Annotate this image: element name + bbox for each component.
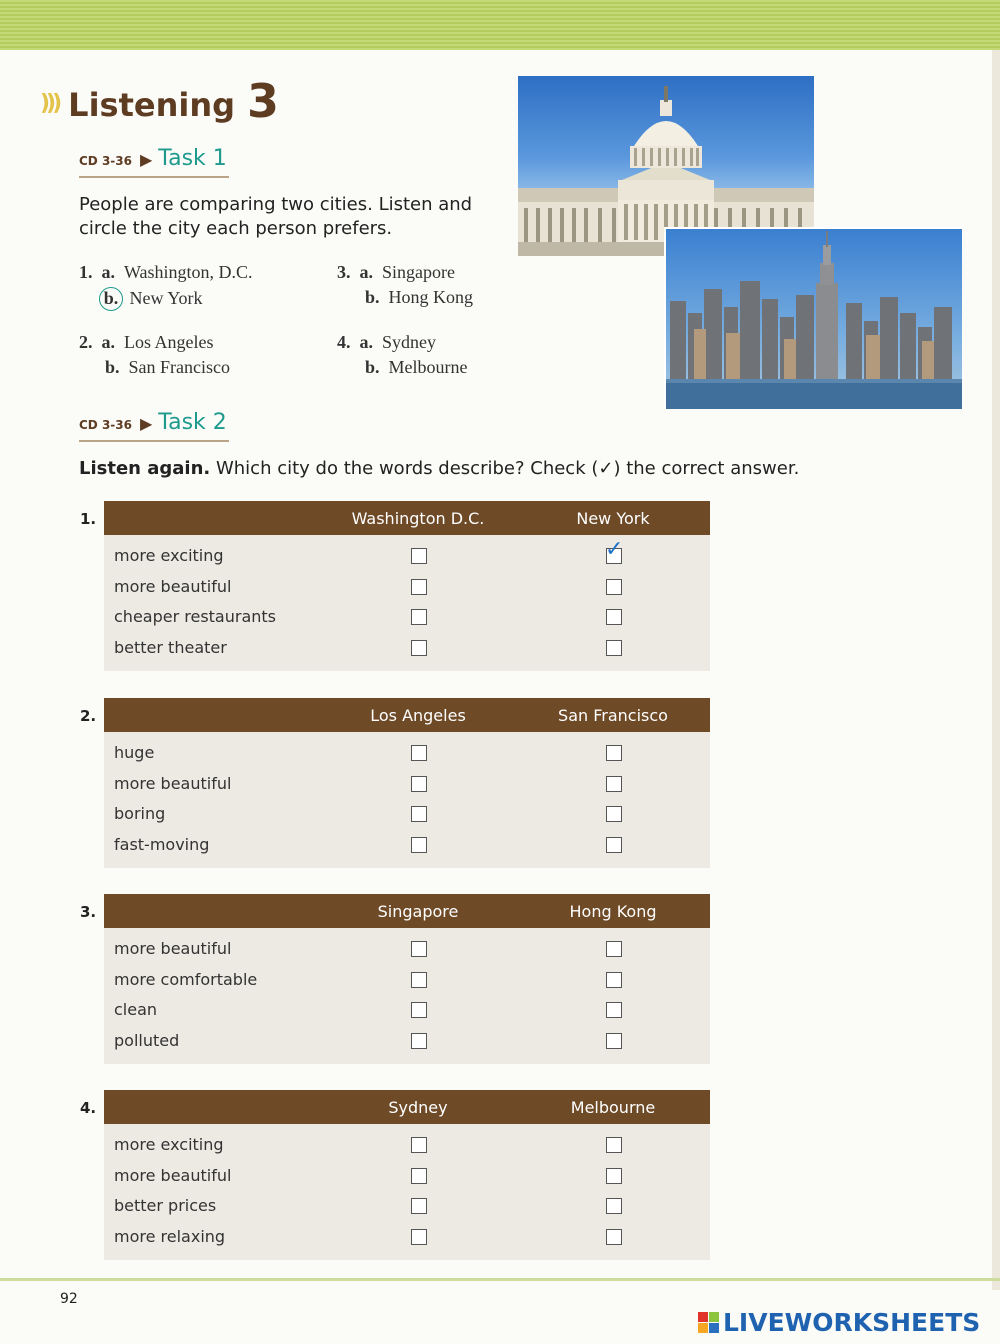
table-number: 2. xyxy=(80,707,97,725)
task1-title: Task 1 xyxy=(158,146,227,171)
answer-checkbox[interactable] xyxy=(606,1229,622,1245)
answer-checkbox[interactable] xyxy=(606,640,622,656)
row-label: cheaper restaurants xyxy=(114,607,277,627)
table-number: 1. xyxy=(80,510,97,528)
item-number: 1. xyxy=(79,262,93,282)
answer-checkbox[interactable] xyxy=(411,745,427,761)
answer-checkbox[interactable] xyxy=(606,609,622,625)
answer-checkbox[interactable] xyxy=(411,972,427,988)
option-text[interactable]: Singapore xyxy=(382,262,455,282)
section-title: Listening xyxy=(68,86,236,124)
option-text[interactable]: Melbourne xyxy=(388,357,468,377)
option-letter: b. xyxy=(365,357,380,377)
answer-checkbox[interactable] xyxy=(606,941,622,957)
section-heading xyxy=(40,74,280,128)
answer-checkbox[interactable] xyxy=(411,1033,427,1049)
table-row xyxy=(104,738,710,769)
task2-instruction xyxy=(79,458,799,479)
item-number: 4. xyxy=(337,332,351,352)
option-text[interactable]: Hong Kong xyxy=(388,287,474,307)
table-row xyxy=(104,1161,710,1192)
city-column-1: Washington D.C. xyxy=(351,509,485,528)
row-label: better theater xyxy=(114,637,227,657)
row-label: boring xyxy=(114,804,166,824)
option-letter: a. xyxy=(359,332,373,352)
table-header xyxy=(104,894,710,928)
footer-rule xyxy=(0,1278,1000,1281)
task2-underline xyxy=(79,440,229,442)
option-letter: a. xyxy=(101,262,115,282)
answer-checkbox[interactable] xyxy=(606,745,622,761)
row-label: polluted xyxy=(114,1030,180,1050)
audio-waves-icon: ))) xyxy=(40,91,59,116)
answer-checkbox[interactable] xyxy=(605,537,624,564)
option-letter: b. xyxy=(365,287,380,307)
city-column-1: Singapore xyxy=(377,902,459,921)
instruction-rest: Which city do the words describe? Check (✓) the correct answer. xyxy=(210,458,800,479)
table-row xyxy=(104,1130,710,1161)
row-label: better prices xyxy=(114,1196,217,1216)
item-number: 3. xyxy=(337,262,351,282)
item-number: 2. xyxy=(79,332,93,352)
page-edge xyxy=(992,50,1000,1290)
answer-checkbox[interactable] xyxy=(411,1168,427,1184)
row-label: more beautiful xyxy=(114,576,232,596)
task1-item-4 xyxy=(337,332,468,378)
liveworksheets-brand xyxy=(698,1308,980,1337)
answer-checkbox[interactable] xyxy=(411,837,427,853)
task2-title: Task 2 xyxy=(158,410,227,435)
row-label: more relaxing xyxy=(114,1226,226,1246)
answer-checkbox[interactable] xyxy=(606,806,622,822)
row-label: more exciting xyxy=(114,546,224,565)
cd-label: CD 3-36 xyxy=(79,154,132,168)
row-label: more comfortable xyxy=(114,969,258,989)
task1-item-1 xyxy=(79,262,253,311)
option-text[interactable]: Sydney xyxy=(382,332,436,352)
answer-checkbox[interactable] xyxy=(606,1033,622,1049)
comparison-table xyxy=(104,501,710,671)
answer-checkbox[interactable] xyxy=(411,609,427,625)
instruction-bold: Listen again. xyxy=(79,458,211,479)
table-row xyxy=(104,572,710,603)
table-header xyxy=(104,501,710,535)
comparison-table xyxy=(104,1090,710,1260)
city-column-2: Hong Kong xyxy=(569,902,657,921)
answer-checkbox[interactable] xyxy=(411,941,427,957)
play-arrow-icon: ▶ xyxy=(139,150,153,169)
option-text[interactable]: New York xyxy=(129,288,203,308)
table-row xyxy=(104,537,710,572)
circled-option-letter[interactable]: b. xyxy=(99,287,123,311)
answer-checkbox[interactable] xyxy=(606,1137,622,1153)
answer-checkbox[interactable] xyxy=(411,1137,427,1153)
table-row xyxy=(104,1222,710,1253)
comparison-table xyxy=(104,698,710,868)
answer-checkbox[interactable] xyxy=(606,972,622,988)
answer-checkbox[interactable] xyxy=(411,1198,427,1214)
table-row xyxy=(104,995,710,1026)
city-column-1: Los Angeles xyxy=(370,706,466,725)
table-row xyxy=(104,934,710,965)
table-row xyxy=(104,799,710,830)
answer-checkbox[interactable] xyxy=(606,776,622,792)
cd-label: CD 3-36 xyxy=(79,418,132,432)
comparison-table xyxy=(104,894,710,1064)
brand-text: LIVEWORKSHEETS xyxy=(723,1308,981,1337)
answer-checkbox[interactable] xyxy=(606,579,622,595)
row-label: more beautiful xyxy=(114,773,232,793)
answer-checkbox[interactable] xyxy=(411,1002,427,1018)
option-letter: a. xyxy=(101,332,115,352)
row-label: more beautiful xyxy=(114,939,232,958)
row-label: more beautiful xyxy=(114,1165,232,1185)
answer-checkbox[interactable] xyxy=(606,1168,622,1184)
task1-item-2 xyxy=(79,332,230,378)
answer-checkbox[interactable] xyxy=(411,1229,427,1245)
row-label: fast-moving xyxy=(114,834,210,854)
answer-checkbox[interactable] xyxy=(606,837,622,853)
table-number: 4. xyxy=(80,1099,97,1117)
task2-heading xyxy=(79,410,227,435)
city-column-2: New York xyxy=(576,509,650,528)
liveworksheets-logo-icon xyxy=(698,1312,719,1333)
answer-checkbox[interactable] xyxy=(411,806,427,822)
answer-checkbox[interactable] xyxy=(411,548,427,564)
answer-checkbox[interactable] xyxy=(411,579,427,595)
option-letter: a. xyxy=(359,262,373,282)
top-color-band xyxy=(0,0,1000,50)
city-column-2: Melbourne xyxy=(570,1098,656,1117)
task1-underline xyxy=(79,176,229,178)
row-label: clean xyxy=(114,1000,158,1020)
option-text[interactable]: San Francisco xyxy=(128,357,230,377)
table-header xyxy=(104,698,710,732)
page-number: 92 xyxy=(60,1291,78,1307)
answer-checkbox[interactable] xyxy=(606,1198,622,1214)
table-row xyxy=(104,633,710,664)
answer-checkbox[interactable] xyxy=(411,776,427,792)
table-row xyxy=(104,965,710,996)
answer-checkbox[interactable] xyxy=(606,1002,622,1018)
row-label: huge xyxy=(114,743,155,762)
checkmark-icon: ✓ xyxy=(605,537,624,562)
table-row xyxy=(104,830,710,861)
table-row xyxy=(104,769,710,800)
city-column-2: San Francisco xyxy=(558,706,668,725)
city-column-1: Sydney xyxy=(388,1098,448,1117)
option-letter: b. xyxy=(105,357,120,377)
table-row xyxy=(104,1026,710,1057)
task1-heading xyxy=(79,146,227,171)
section-number: 3 xyxy=(247,74,280,128)
task1-item-3 xyxy=(337,262,473,308)
table-row xyxy=(104,1191,710,1222)
play-arrow-icon: ▶ xyxy=(139,414,153,433)
new-york-skyline-photo xyxy=(664,227,962,409)
option-text[interactable]: Los Angeles xyxy=(124,332,214,352)
answer-checkbox[interactable] xyxy=(411,640,427,656)
table-header xyxy=(104,1090,710,1124)
task1-instruction: People are comparing two cities. Listen and circle the city each person prefers. xyxy=(79,194,473,239)
option-text[interactable]: Washington, D.C. xyxy=(124,262,253,282)
table-number: 3. xyxy=(80,903,97,921)
table-row xyxy=(104,602,710,633)
row-label: more exciting xyxy=(114,1135,224,1154)
